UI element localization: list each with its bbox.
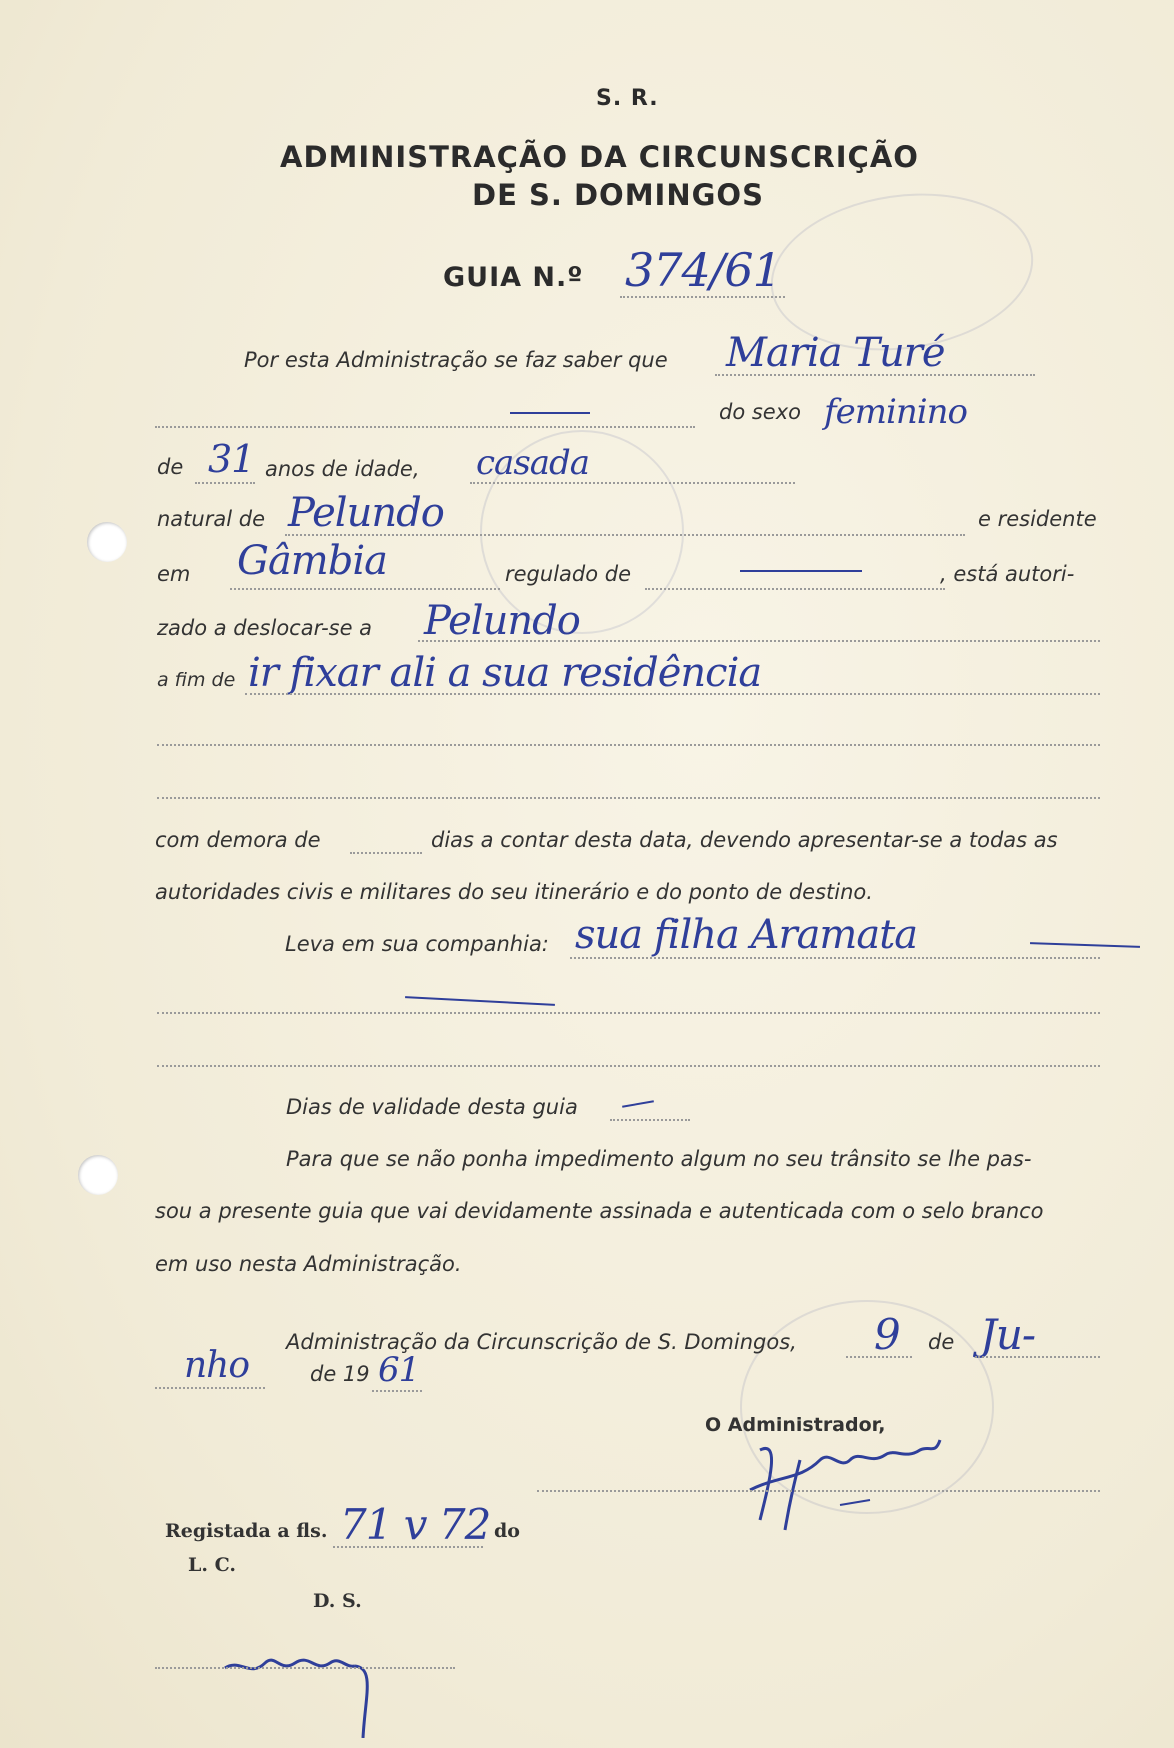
month-continuation-line xyxy=(155,1387,265,1389)
companhia-label: Leva em sua companhia: xyxy=(285,932,549,956)
destination-value: Pelundo xyxy=(424,598,580,644)
em-label: em xyxy=(157,562,191,586)
age-value: 31 xyxy=(208,437,255,481)
validade-blank-dash xyxy=(622,1100,654,1108)
name-blank-dash xyxy=(510,412,590,414)
fls-line xyxy=(333,1546,483,1548)
regulado-line xyxy=(645,588,945,590)
closing-line-1: Para que se não ponha impedimento algum no seu trânsito se lhe pas- xyxy=(286,1147,1032,1171)
title-line-2: DE S. DOMINGOS xyxy=(472,178,764,212)
closing-line-2: sou a presente guia que vai devidamente assinada e autenticada com o selo branco xyxy=(155,1199,1044,1223)
natural-line xyxy=(285,534,965,536)
fim-label: a fim de xyxy=(157,669,236,691)
destination-line xyxy=(418,640,1100,642)
purpose-value: ir fixar ali a sua residência xyxy=(248,650,762,696)
punch-hole-bottom xyxy=(78,1155,118,1195)
companhia-blank-dash xyxy=(405,996,555,1006)
sexo-value: feminino xyxy=(824,392,967,432)
autorizado-label-1: , está autori- xyxy=(940,562,1075,586)
civil-status-value: casada xyxy=(476,443,590,483)
month-value-part-2: nho xyxy=(184,1345,250,1386)
punch-hole-top xyxy=(87,522,127,562)
year-label: de 19 xyxy=(310,1362,370,1386)
registada-label: Registada a fls. xyxy=(165,1520,328,1542)
validade-label: Dias de validade desta guia xyxy=(286,1095,578,1119)
footer-de-label: de xyxy=(928,1330,955,1354)
companhia-trailing-dash xyxy=(1030,942,1140,948)
month-value-part-1: Ju- xyxy=(980,1310,1036,1359)
demora-text-1: com demora de xyxy=(155,828,321,852)
purpose-line xyxy=(245,693,1100,695)
place-text: Administração da Circunscrição de S. Domingos, xyxy=(286,1330,797,1354)
name-continuation-line xyxy=(155,426,695,428)
demora-text-3: autoridades civis e militares do seu itinerário e do ponto de destino. xyxy=(155,880,873,904)
companhia-value: sua filha Aramata xyxy=(575,912,918,958)
intro-text: Por esta Administração se faz saber que xyxy=(244,348,668,372)
person-name: Maria Turé xyxy=(726,330,945,376)
administrador-label: O Administrador, xyxy=(705,1414,886,1436)
blank-line-2 xyxy=(157,797,1100,799)
companhia-blank-line-1 xyxy=(157,1012,1100,1014)
guia-number: 374/61 xyxy=(625,243,781,297)
demora-days-line xyxy=(350,852,422,854)
title-line-1: ADMINISTRAÇÃO DA CIRCUNSCRIÇÃO xyxy=(280,140,919,174)
residente-label: e residente xyxy=(978,507,1097,531)
de-label: de xyxy=(157,455,184,479)
signature-line xyxy=(537,1490,1100,1492)
companhia-blank-line-2 xyxy=(157,1065,1100,1067)
natural-label: natural de xyxy=(157,507,265,531)
sr-label: S. R. xyxy=(596,86,659,111)
ds-label: D. S. xyxy=(313,1590,362,1612)
year-line xyxy=(372,1390,422,1392)
name-line xyxy=(715,374,1035,376)
blank-line-1 xyxy=(157,744,1100,746)
companhia-line xyxy=(570,957,1100,959)
day-line xyxy=(846,1356,912,1358)
ds-signature xyxy=(215,1628,415,1738)
do-label: do xyxy=(494,1520,520,1542)
age-line xyxy=(195,482,255,484)
sexo-label: do sexo xyxy=(719,400,801,424)
regulado-blank-dash xyxy=(740,570,862,572)
lc-label: L. C. xyxy=(188,1554,236,1576)
guia-number-line xyxy=(620,296,785,298)
regulado-label: regulado de xyxy=(505,562,631,586)
civil-status-line xyxy=(470,482,795,484)
day-value: 9 xyxy=(874,1310,900,1359)
idade-label: anos de idade, xyxy=(265,457,420,481)
demora-text-2: dias a contar desta data, devendo apresentar-se a todas as xyxy=(431,828,1058,852)
autorizado-label-2: zado a deslocar-se a xyxy=(157,616,373,640)
year-value: 61 xyxy=(378,1350,420,1390)
guia-label: GUIA N.º xyxy=(443,262,584,293)
natural-value: Pelundo xyxy=(288,490,444,536)
residence-value: Gâmbia xyxy=(237,538,387,584)
ds-signature-line xyxy=(155,1667,455,1669)
administrador-signature xyxy=(740,1420,980,1540)
month-line xyxy=(975,1356,1100,1358)
validade-line xyxy=(610,1119,690,1121)
residence-line xyxy=(230,588,500,590)
fls-value: 71 v 72 xyxy=(340,1500,491,1549)
closing-line-3: em uso nesta Administração. xyxy=(155,1252,462,1276)
